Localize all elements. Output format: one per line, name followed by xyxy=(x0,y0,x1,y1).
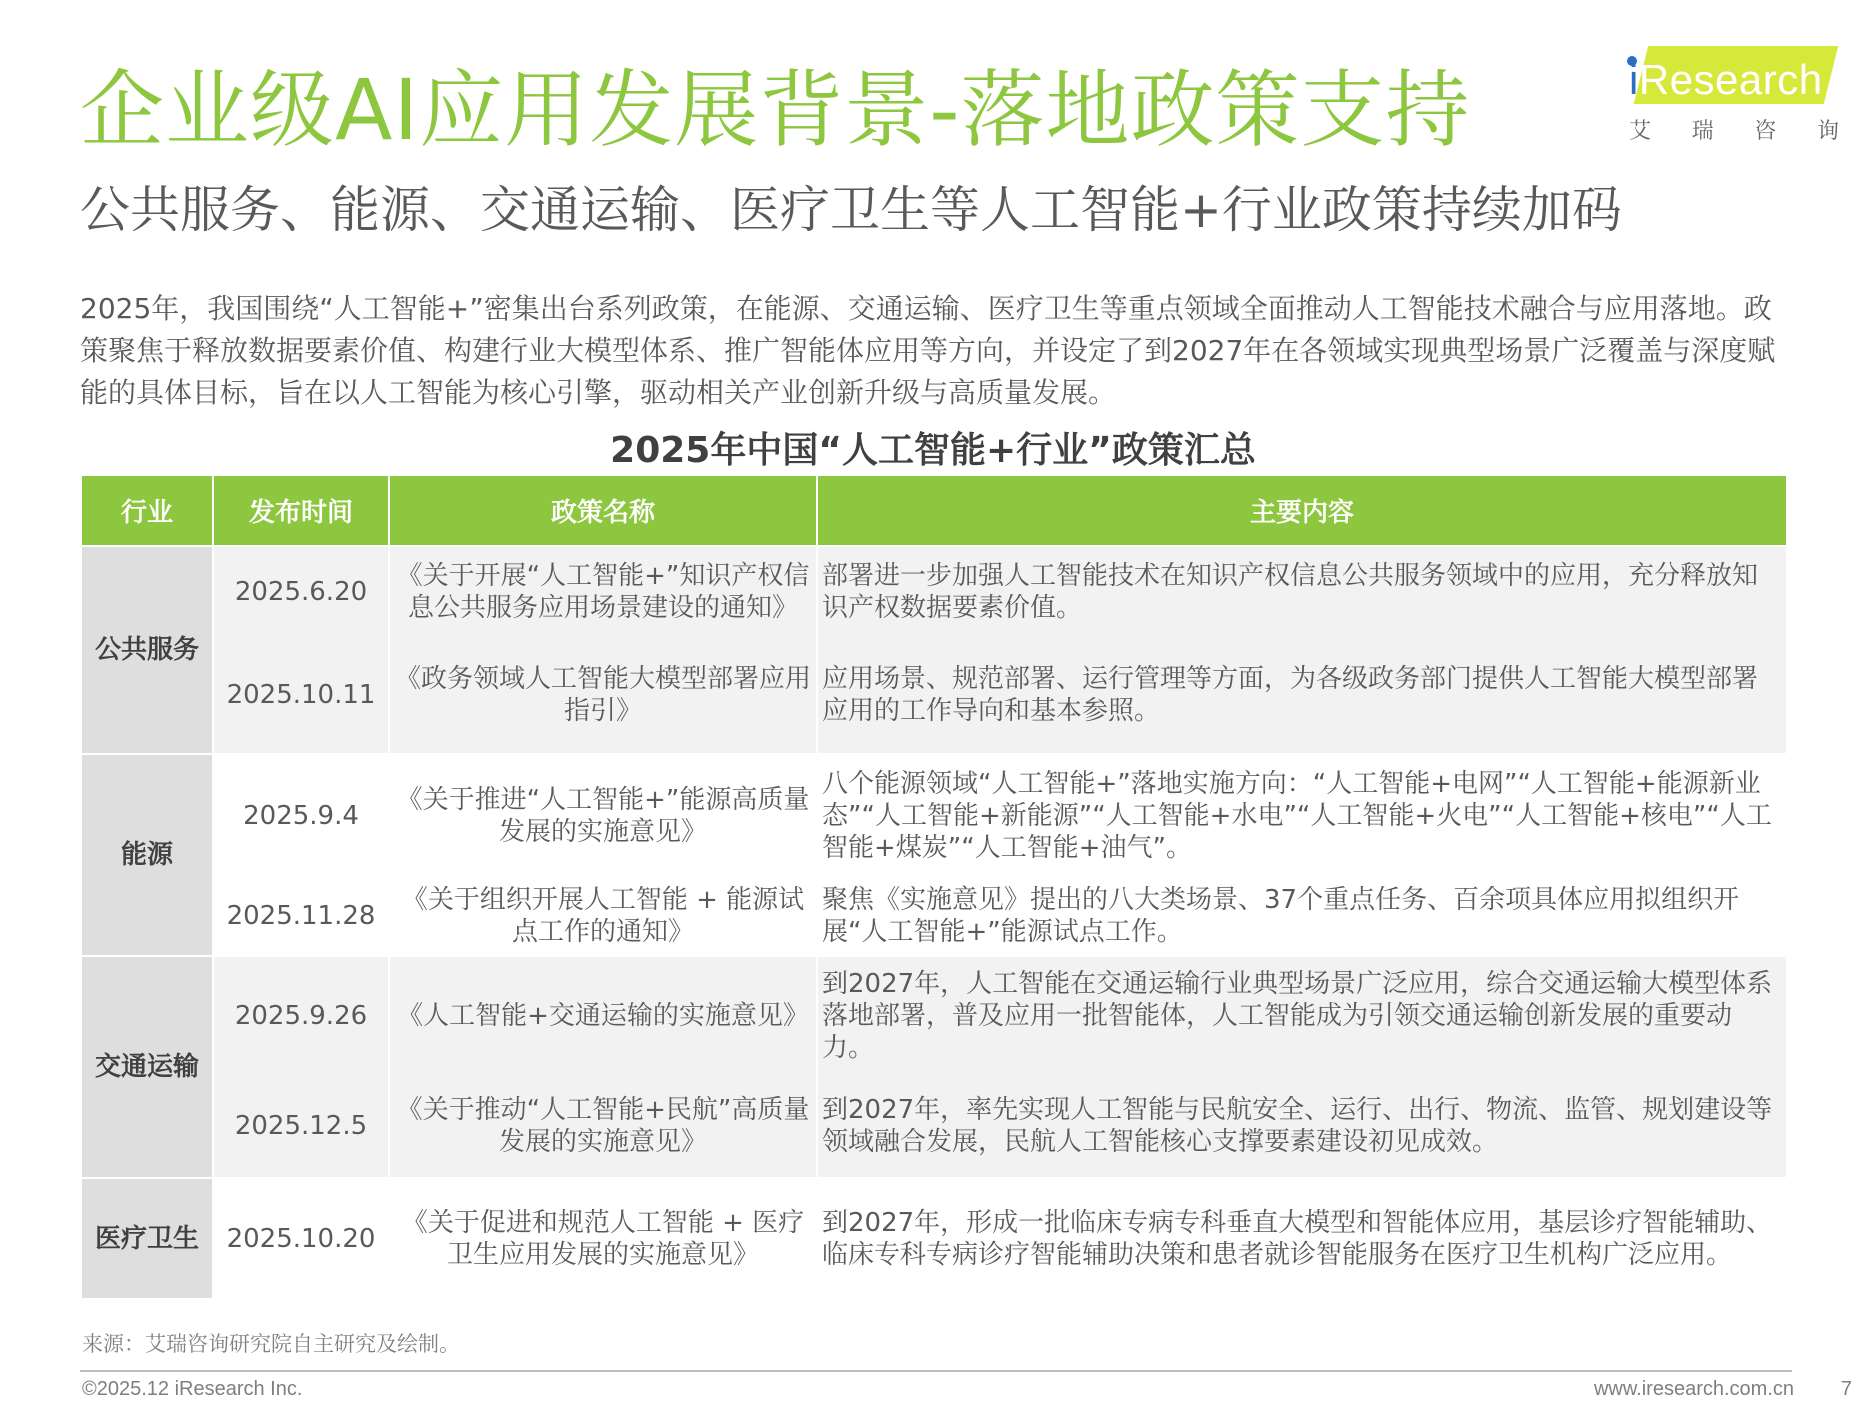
header-policy-name: 政策名称 xyxy=(389,476,817,546)
policy-name-cell: 《关于组织开展人工智能 + 能源试点工作的通知》 xyxy=(389,876,817,956)
logo-chinese-name xyxy=(1629,118,1839,146)
table-row xyxy=(82,546,1786,636)
policy-name-cell: 《人工智能+交通运输的实施意见》 xyxy=(389,956,817,1074)
policy-table xyxy=(82,476,1786,1298)
intro-paragraph: 2025年，我国围绕“人工智能+”密集出台系列政策，在能源、交通运输、医疗卫生等重点领域全面推动人工智能技术融合与应用落地。政策聚焦于释放数据要素价值、构建行业大模型体系、推广智能体应用等方向，并设定了到2027年在各领域实现典型场景广泛覆盖与深度赋能的具体目标，旨在以人工智能为核心引擎，驱动相关产业创新升级与高质量发展。 xyxy=(80,292,1776,409)
logo-char: 瑞 xyxy=(1691,119,1714,144)
table-row xyxy=(82,1074,1786,1178)
date-cell: 2025.6.20 xyxy=(213,546,389,636)
content-cell: 到2027年，人工智能在交通运输行业典型场景广泛应用，综合交通运输大模型体系落地部署，普及应用一批智能体，人工智能成为引领交通运输创新发展的重要动力。 xyxy=(817,956,1786,1074)
table-row xyxy=(82,876,1786,956)
content-cell: 聚焦《实施意见》提出的八大类场景、37个重点任务、百余项具体应用拟组织开展“人工智能+”能源试点工作。 xyxy=(817,876,1786,956)
policy-name-cell: 《关于促进和规范人工智能 + 医疗卫生应用发展的实施意见》 xyxy=(389,1178,817,1298)
source-note: 来源：艾瑞咨询研究院自主研究及绘制。 xyxy=(82,1332,460,1356)
page-number: 7 xyxy=(1840,1378,1852,1400)
date-cell: 2025.10.11 xyxy=(213,636,389,754)
policy-name-cell: 《关于开展“人工智能+”知识产权信息公共服务应用场景建设的通知》 xyxy=(389,546,817,636)
industry-cell: 医疗卫生 xyxy=(82,1178,213,1298)
content-cell: 到2027年，率先实现人工智能与民航安全、运行、出行、物流、监管、规划建设等领域融合发展，民航人工智能核心支撑要素建设初见成效。 xyxy=(817,1074,1786,1178)
logo-char: 询 xyxy=(1816,119,1839,144)
table-header-row xyxy=(82,476,1786,546)
iresearch-logo xyxy=(1625,40,1840,152)
content-cell: 八个能源领域“人工智能+”落地实施方向：“人工智能+电网”“人工智能+能源新业态”“人工智能+新能源”“人工智能+水电”“人工智能+火电”“人工智能+核电”“人工智能+煤炭”“人工智能+油气”。 xyxy=(817,754,1786,876)
policy-name-cell: 《政务领域人工智能大模型部署应用指引》 xyxy=(389,636,817,754)
footer-divider xyxy=(80,1370,1792,1372)
date-cell: 2025.10.20 xyxy=(213,1178,389,1298)
table-title: 2025年中国“人工智能+行业”政策汇总 xyxy=(610,430,1256,471)
policy-name-cell: 《关于推进“人工智能+”能源高质量发展的实施意见》 xyxy=(389,754,817,876)
logo-char: 艾 xyxy=(1629,119,1652,144)
copyright: ©2025.12 iResearch Inc. xyxy=(82,1378,303,1400)
date-cell: 2025.12.5 xyxy=(213,1074,389,1178)
table-row xyxy=(82,956,1786,1074)
logo-char: 咨 xyxy=(1754,119,1777,144)
industry-cell: 能源 xyxy=(82,754,213,956)
table-row xyxy=(82,1178,1786,1298)
header-main-content: 主要内容 xyxy=(817,476,1786,546)
header-industry: 行业 xyxy=(82,476,213,546)
policy-name-cell: 《关于推动“人工智能+民航”高质量发展的实施意见》 xyxy=(389,1074,817,1178)
table-row xyxy=(82,754,1786,876)
website-link[interactable]: www.iresearch.com.cn xyxy=(1593,1378,1794,1400)
table-row xyxy=(82,636,1786,754)
page-subtitle: 公共服务、能源、交通运输、医疗卫生等人工智能+行业政策持续加码 xyxy=(80,181,1622,239)
date-cell: 2025.9.26 xyxy=(213,956,389,1074)
content-cell: 到2027年，形成一批临床专病专科垂直大模型和智能体应用，基层诊疗智能辅助、临床专科专病诊疗智能辅助决策和患者就诊智能服务在医疗卫生机构广泛应用。 xyxy=(817,1178,1786,1298)
content-cell: 应用场景、规范部署、运行管理等方面，为各级政务部门提供人工智能大模型部署应用的工作导向和基本参照。 xyxy=(817,636,1786,754)
industry-cell: 公共服务 xyxy=(82,546,213,754)
page-title: 企业级AI应用发展背景-落地政策支持 xyxy=(80,61,1471,159)
header-date: 发布时间 xyxy=(213,476,389,546)
logo-wordmark: iResearch xyxy=(1629,56,1823,103)
date-cell: 2025.11.28 xyxy=(213,876,389,956)
date-cell: 2025.9.4 xyxy=(213,754,389,876)
content-cell: 部署进一步加强人工智能技术在知识产权信息公共服务领域中的应用，充分释放知识产权数据要素价值。 xyxy=(817,546,1786,636)
industry-cell: 交通运输 xyxy=(82,956,213,1178)
